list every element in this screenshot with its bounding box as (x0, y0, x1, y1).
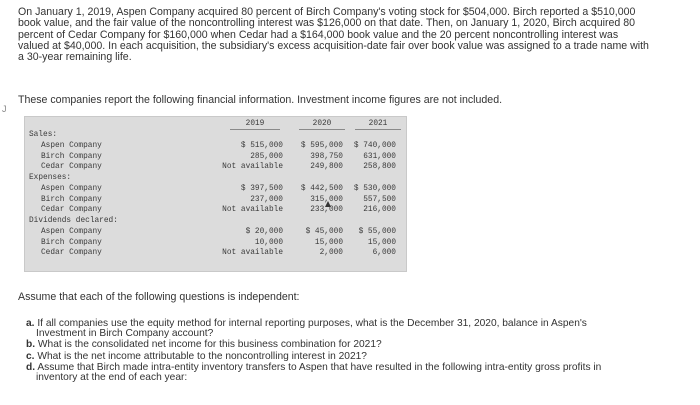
value-cell: 15,000 (367, 238, 396, 247)
value-cell: 285,000 (250, 152, 283, 161)
paragraph-line: On January 1, 2019, Aspen Company acquired 80 percent of Birch Company's voting stock for $504,000. Birch reported a $510,000 (18, 6, 636, 18)
value-cell: 15,000 (314, 238, 343, 247)
paragraph-line: percent of Cedar Company for $160,000 when Cedar had a $164,000 book value and the 20 percent noncontrolling interest was (18, 28, 619, 41)
problem-paragraph (18, 7, 696, 63)
table-row (25, 162, 406, 172)
margin-mark: J (2, 104, 7, 114)
question-d (26, 363, 694, 383)
question-b (26, 340, 694, 350)
value-cell: 237,000 (250, 195, 283, 204)
value-cell: $ 515,000 (240, 141, 283, 150)
question-text: What is the consolidated net income for this business combination for 2021? (37, 339, 382, 351)
value-cell: 249,800 (310, 163, 343, 172)
table-row (25, 238, 406, 248)
question-text: If all companies use the equity method for internal reporting purposes, what is the December 31, 2020, balance in Aspen's (37, 318, 587, 329)
value-cell: 631,000 (363, 152, 396, 161)
value-cell: 6,000 (372, 249, 396, 258)
question-letter: d. (26, 361, 36, 373)
value-cell: $ 442,500 (300, 184, 343, 193)
section-label-row (25, 173, 406, 183)
value-cell: $ 530,000 (353, 184, 396, 193)
section-label: Dividends declared: (29, 217, 118, 225)
table-row (25, 195, 406, 205)
value-cell: Not available (222, 249, 283, 258)
company-name: Aspen Company (41, 227, 102, 236)
value-cell: $ 45,000 (305, 227, 343, 236)
value-cell: $ 595,000 (300, 141, 343, 150)
table-row (25, 227, 406, 237)
assumption-statement: Assume that each of the following questions is independent: (18, 291, 300, 303)
question-text: Assume that Birch made intra-entity inventory transfers to Aspen that have resulted in the following intra-entity gross profits in (37, 361, 602, 373)
table-row (25, 152, 406, 162)
question-c (26, 352, 694, 362)
value-cell: $ 397,500 (240, 184, 283, 193)
table-row (25, 184, 406, 194)
table-row (25, 205, 406, 215)
year-header-2021: 2021 (355, 119, 401, 130)
value-cell: $ 55,000 (358, 227, 396, 236)
year-header-2019: 2019 (230, 119, 280, 130)
financial-table (24, 116, 407, 272)
value-cell: 10,000 (254, 238, 283, 247)
value-cell: 2,000 (319, 249, 343, 258)
value-cell: Not available (222, 163, 283, 172)
question-text: What is the net income attributable to the noncontrolling interest in 2021? (37, 350, 367, 362)
company-name: Aspen Company (41, 141, 102, 150)
question-text: Investment in Birch Company account? (36, 328, 214, 340)
paragraph-line: book value, and the fair value of the noncontrolling interest was $126,000 on that date. Then, on January 1, 2020, Birch acquired 80 (18, 17, 636, 30)
company-name: Aspen Company (41, 184, 102, 193)
value-cell: $ 740,000 (353, 141, 396, 150)
value-cell: 216,000 (363, 206, 396, 215)
value-cell: 258,800 (363, 163, 396, 172)
company-name: Cedar Company (41, 249, 102, 258)
question-letter: b. (26, 339, 36, 351)
value-cell: 557,500 (363, 195, 396, 204)
value-cell: 315,000 (310, 195, 343, 204)
value-cell: $ 20,000 (245, 227, 283, 236)
question-text: inventory at the end of each year: (36, 372, 188, 384)
question-a (26, 319, 694, 339)
company-name: Birch Company (41, 152, 102, 161)
table-intro: These companies report the following financial information. Investment income figures are not included. (18, 94, 503, 106)
question-letter: c. (26, 350, 35, 362)
year-header-2020: 2020 (299, 119, 345, 130)
question-letter: a. (26, 318, 35, 329)
question-list (26, 319, 694, 384)
company-name: Cedar Company (41, 163, 102, 172)
paragraph-line: a 30-year remaining life. (18, 51, 132, 64)
table-row (25, 141, 406, 151)
value-cell: 233,000 (310, 206, 343, 215)
section-label: Expenses: (29, 174, 72, 182)
section-label: Sales: (29, 131, 58, 139)
section-label-row (25, 130, 406, 140)
table-row (25, 248, 406, 258)
paragraph-line: valued at $40,000. In each acquisition, the subsidiary's excess acquisition-date fair over book value was assigned to a trade name with (18, 39, 649, 52)
company-name: Birch Company (41, 195, 102, 204)
section-label-row (25, 216, 406, 226)
value-cell: Not available (222, 206, 283, 215)
company-name: Birch Company (41, 238, 102, 247)
value-cell: 398,750 (310, 152, 343, 161)
company-name: Cedar Company (41, 206, 102, 215)
